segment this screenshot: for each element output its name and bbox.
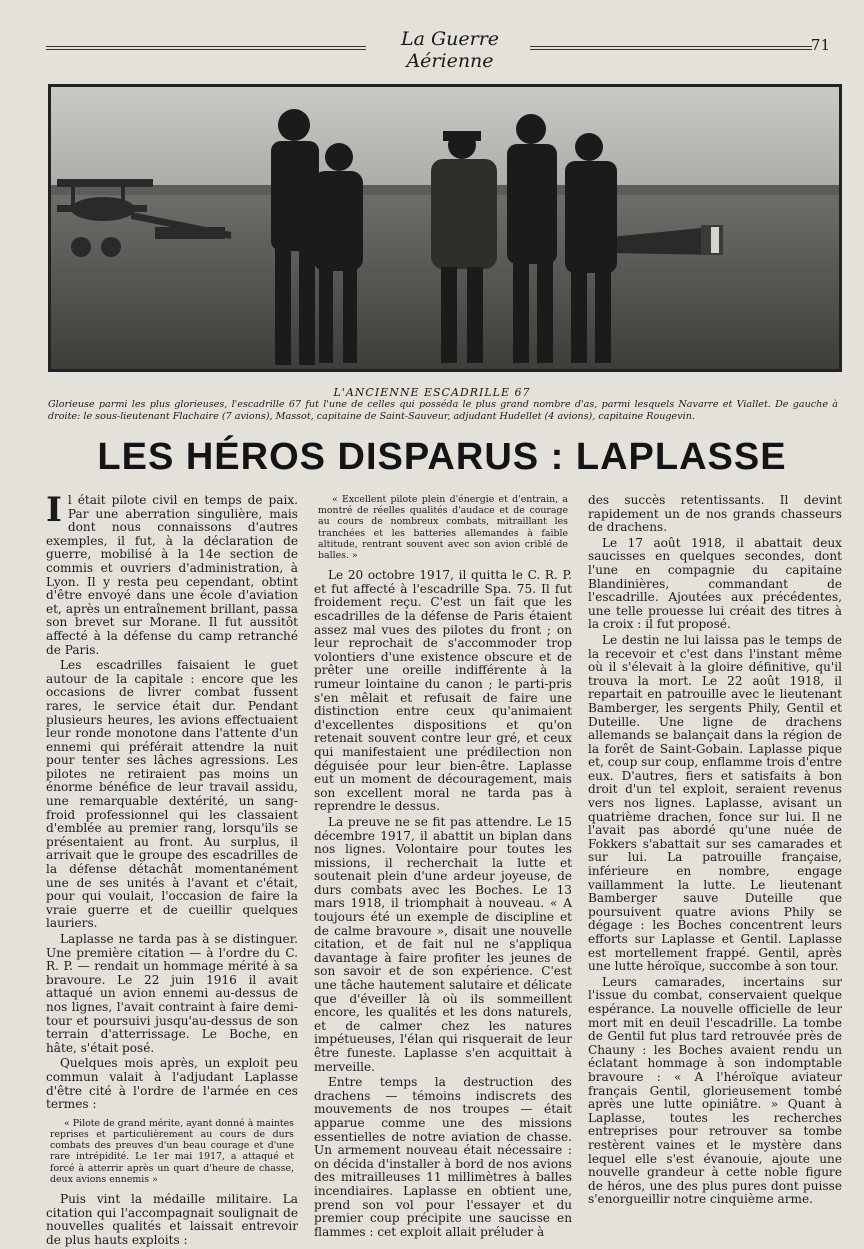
article-headline: LES HÉROS DISPARUS : LAPLASSE [97, 436, 787, 478]
masthead: La Guerre Aérienne [400, 28, 500, 72]
article-column-1 [46, 490, 298, 1249]
paragraph: Le 20 octobre 1917, il quitta le C. R. P. et fut affecté à l'escadrille Spa. 75. Il fut froidement reçu. C'est un fait que les escadrilles de la défense de Paris étaient assez mal vues des pilotes du front ; on leur reprochait de s'accommoder trop volontiers d'une existence obscure et de prêter une oreille indifférente à la rumeur lointaine du canon ; le parti-pris s'en mêlait et refusait de faire une distinction entre ceux qu'animaient d'excellentes dispositions et qu'on retenait souvent contre leur gré, et ceux qui manifestaient une prédilection non déguisée pour leur bien-être. Laplasse eut un moment de découragement, mais son excellent moral ne tarda pas à reprendre le dessus. [314, 568, 572, 814]
paragraph: l était pilote civil en temps de paix. Par une aberration singulière, mais dont nous connaissons d'autres exemples, il fut, à la déclaration de guerre, mobilisé à la 14e section de commis et ouvriers d'administration, à Lyon. Il y resta peu cependant, obtint d'être envoyé dans une école d'aviation et, après un entraînement brillant, passa son brevet sur Morane. Il fut aussitôt affecté à la défense du camp retranché de Paris. [46, 493, 298, 657]
paragraph: Entre temps la destruction des drachens — témoins indiscrets des mouvements de nos troupes — était apparue comme une des missions essentielles de notre aviation de chasse. Un armement nouveau était nécessaire : on décida d'installer à bord de nos avions des mitrailleuses 11 millimètres à balles incendiaires. Laplasse en obtient une, prend son vol pour l'essayer et du premier coup précipite une saucisse en flammes : cet exploit allait préluder à [314, 1075, 572, 1239]
paragraph: Quelques mois après, un exploit peu commun valait à l'adjudant Laplasse d'être cité à l'ordre de l'armée en ces termes : [46, 1056, 298, 1112]
squadron-photo [48, 84, 842, 372]
header-rule-right [530, 46, 812, 50]
paragraph: Puis vint la médaille militaire. La citation qui l'accompagnait soulignait de nouvelles qualités et laissait entrevoir de plus hauts exploits : [46, 1191, 298, 1247]
photo-illustration [51, 87, 839, 369]
page-number: 71 [810, 36, 830, 54]
paragraph: La preuve ne se fit pas attendre. Le 15 décembre 1917, il abattit un biplan dans nos lignes. Volontaire pour toutes les missions, il recherchait la lutte et soutenait plein d'une ardeur joyeuse, de durs combats avec les Boches. Le 13 mars 1918, il triomphait à nouveau. « A toujours été un exemple de discipline et de calme bravoure », disait une nouvelle citation, et de fait nul ne s'appliqua davantage à faire profiter les jeunes de son savoir et de son expérience. C'est une tâche hautement salutaire et délicate que d'éveiller là où ils sommeillent encore, les qualités et les dons naturels, et de calmer chez les natures impétueuses, l'élan qui risquerait de leur être funeste. Laplasse s'en acquittait à merveille. [314, 814, 572, 1074]
page-header [40, 28, 830, 72]
header-rule-left [46, 46, 366, 50]
drop-cap: I [46, 490, 62, 530]
citation-quote: « Excellent pilote plein d'énergie et d'entrain, a montré de réelles qualités d'audace et de courage au cours de nombreux combats, mitraillant les tranchées et les batteries allemandes à faible altitude, rentrant souvent avec son avion criblé de balles. » [318, 494, 568, 562]
paragraph: Le 17 août 1918, il abattait deux saucisses en quelques secondes, dont l'une en compagnie du capitaine Blandinières, commandant de l'escadrille. Ajoutées aux précédentes, une telle prouesse lui créait des titres à la croix : il fut proposé. [588, 535, 842, 632]
article-column-2 [314, 494, 572, 1241]
paragraph: Le destin ne lui laissa pas le temps de la recevoir et c'est dans l'instant même où il s'élevait à la gloire définitive, qu'il trouva la mort. Le 22 août 1918, il repartait en patrouille avec le lieutenant Bamberger, les sergents Phily, Gentil et Duteille. Une ligne de drachens allemands se balançait dans la région de la forêt de Saint-Gobain. Laplasse pique et, coup sur coup, enflamme trois d'entre eux. D'autres, fiers et satisfaits à bon droit d'un tel exploit, seraient revenus vers nos lignes. Laplasse, avisant un quatrième drachen, fonce sur lui. Il ne l'avait pas abordé qu'une nuée de Fokkers s'abattait sur ses camarades et sur lui. La patrouille française, inférieure en nombre, engage vaillamment la lutte. Le lieutenant Bamberger sauve Duteille que poursuivent quatre avions Phily se dégage : les Boches concentrent leurs efforts sur Laplasse et Gentil. Laplasse est mortellement frappé. Gentil, après une lutte héroïque, succombe à son tour. [588, 632, 842, 974]
paragraph: des succès retentissants. Il devint rapidement un de nos grands chasseurs de drachens. [588, 493, 842, 535]
article-column-3 [588, 494, 842, 1209]
paragraph: Leurs camarades, incertains sur l'issue du combat, conservaient quelque espérance. La nouvelle officielle de leur mort mit en deuil l'escadrille. La tombe de Gentil fut plus tard retrouvée près de Chauny : les Boches avaient rendu un éclatant hommage à son indomptable bravoure : « A l'héroïque aviateur français Gentil, glorieusement tombé après une lutte opiniâtre. » Quant à Laplasse, toutes les recherches entreprises pour retrouver sa tombe restèrent vaines et le mystère dans lequel elle s'est évanouie, ajoute une nouvelle grandeur à cette noble figure de héros, une des plus pures dont puisse s'enorgueillir notre cinquième arme. [588, 974, 842, 1207]
paragraph: Les escadrilles faisaient le guet autour de la capitale : encore que les occasions de livrer combat fussent rares, le service était dur. Pendant plusieurs heures, les avions effectuaient leur ronde monotone dans l'attente d'un ennemi qui préférait attendre la nuit pour tenter ses lâches agressions. Les pilotes ne retiraient pas moins un énorme bénéfice de leur travail assidu, une remarquable dextérité, un sang-froid professionnel qui les classaient d'emblée au premier rang, lorsqu'ils se présentaient au front. Au surplus, il arrivait que le groupe des escadrilles de la défense détachât momentanément une de ses unités à l'avant et c'était, pour qui voulait, l'occasion de faire la vraie guerre et de cueillir quelques lauriers. [46, 658, 298, 931]
citation-quote: « Pilote de grand mérite, ayant donné à maintes reprises et particulièrement au cours de durs combats des preuves d'un beau courage et d'une rare intrépidité. Le 1er mai 1917, a attaqué et forcé à atterrir après un quart d'heure de chasse, deux avions ennemis » [50, 1117, 294, 1185]
paragraph: Laplasse ne tarda pas à se distinguer. Une première citation — à l'ordre du C. R. P. — rendait un hommage mérité à sa bravoure. Le 22 juin 1916 il avait attaqué un avion ennemi au-dessus de nos lignes, l'avait contraint à faire demi-tour et poursuivi jusqu'au-dessus de son terrain d'atterrissage. Le Boche, en hâte, s'était posé. [46, 932, 298, 1055]
photo-caption-title: L'ANCIENNE ESCADRILLE 67 [333, 386, 531, 399]
photo-caption-text: Glorieuse parmi les plus glorieuses, l'escadrille 67 fut l'une de celles qui posséda le plus grand nombre d'as, parmi lesquels Navarre et Viallet. De gauche à droite: le sous-lieutenant Flachaire (7 avions), Massot, capitaine de Saint-Sauveur, adjudant Hudellet (4 avions), capitaine Rougevin. [48, 399, 838, 422]
